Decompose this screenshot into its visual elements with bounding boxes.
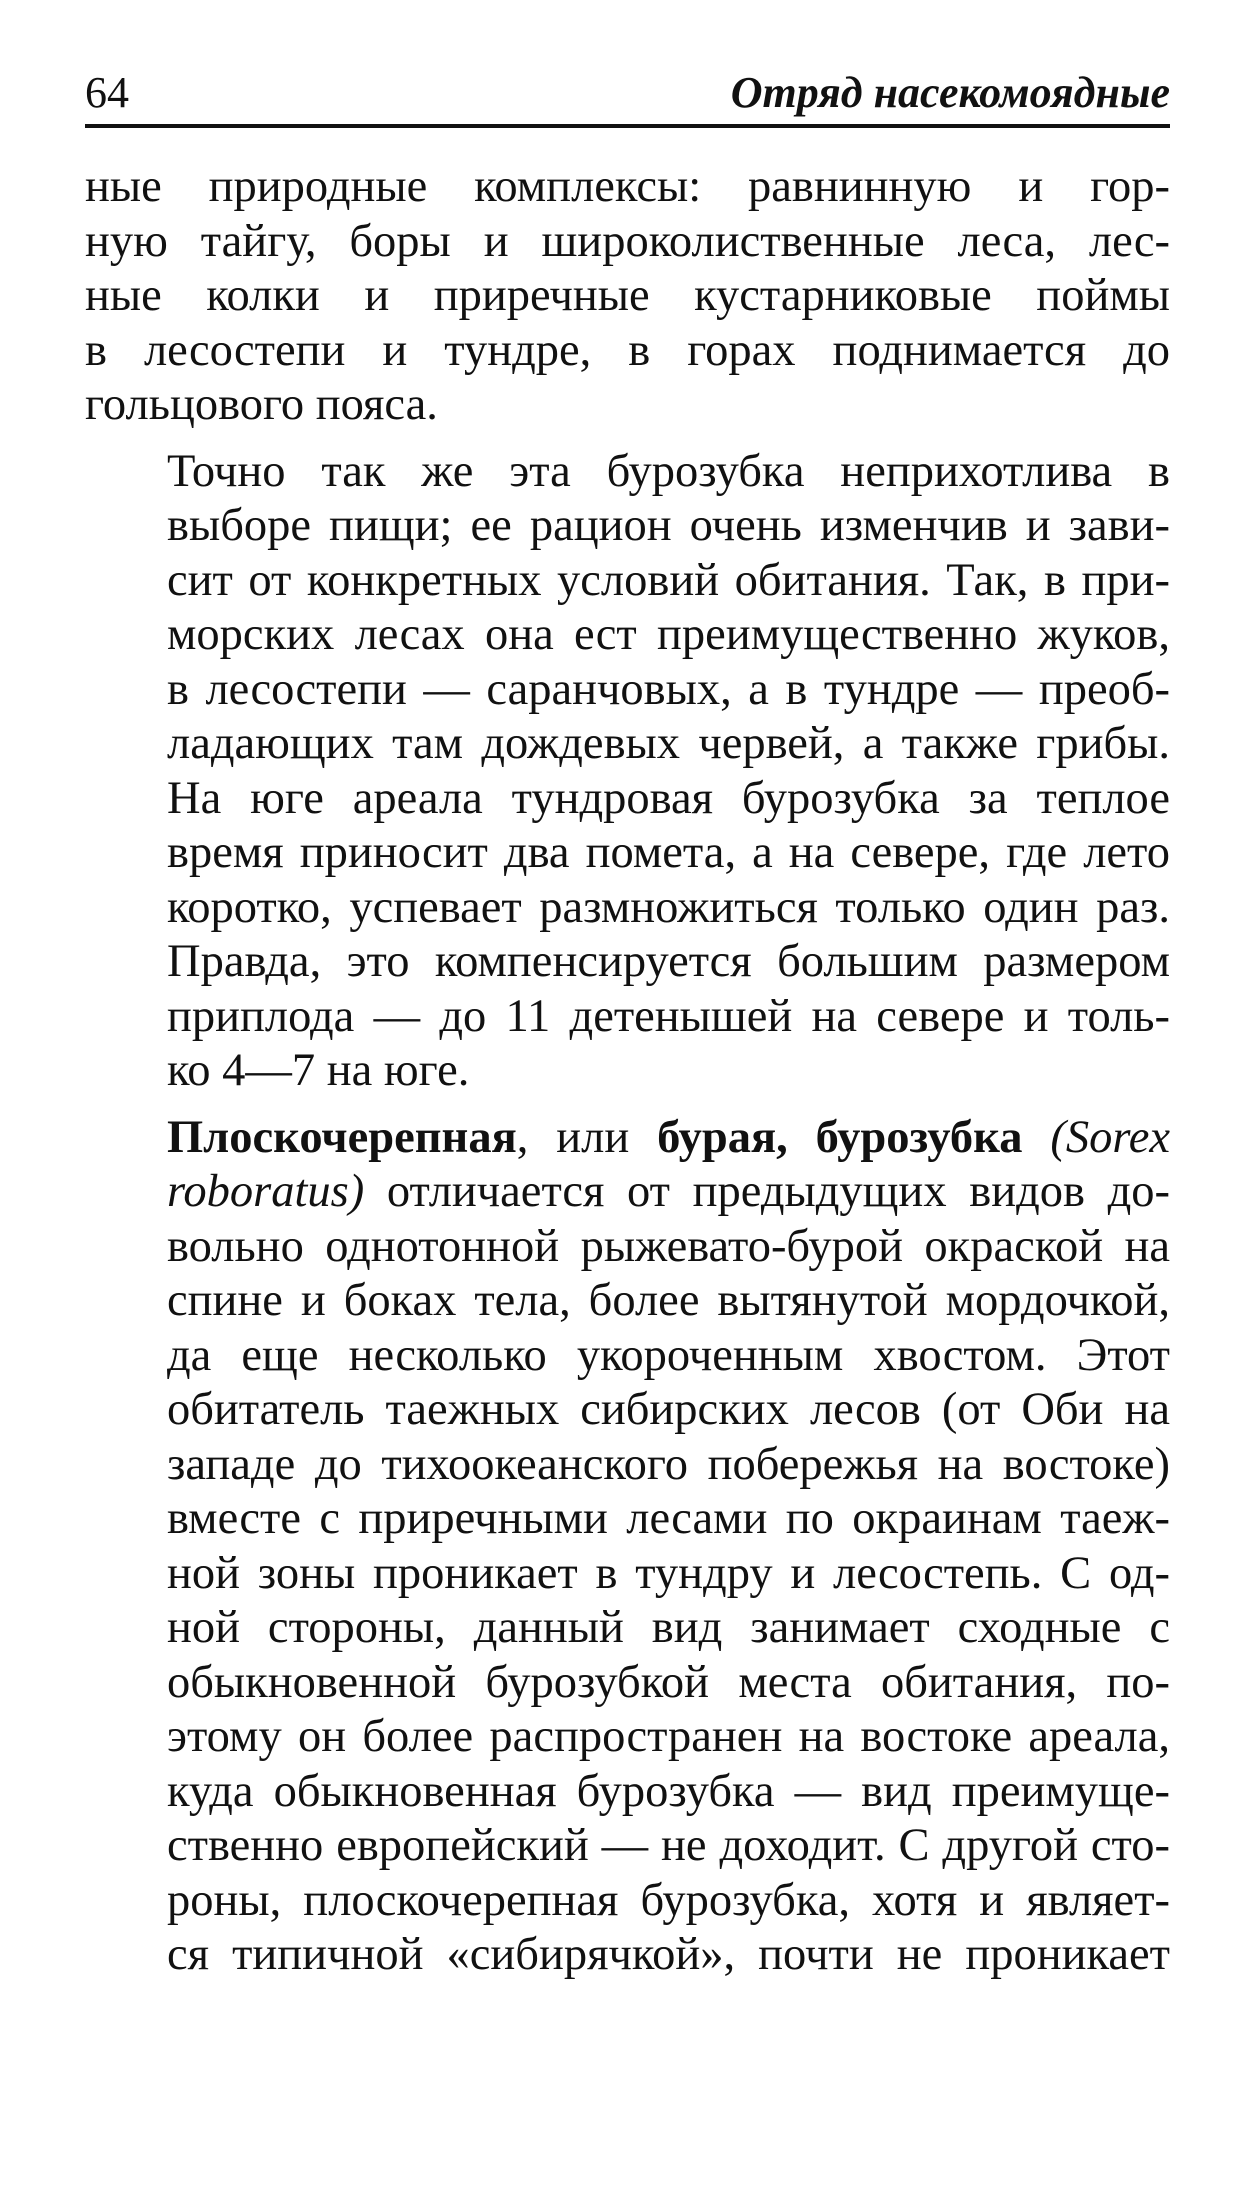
page-header: [85, 60, 1170, 130]
text-line: выборе пищи; ее рацион очень изменчив и зави-: [167, 500, 1170, 551]
header-rule: [85, 124, 1170, 128]
text-line: roboratus) отличается от предыдущих видов до-: [167, 1166, 1170, 1217]
text-line: обыкновенной бурозубкой места обитания, по-: [167, 1656, 1170, 1708]
text-line: обитатель таежных сибирских лесов (от Оби на: [167, 1384, 1170, 1435]
text-line: ственно европейский — не доходит. С другой сто-: [167, 1820, 1170, 1871]
text-line: роны, плоскочерепная бурозубка, хотя и являет-: [167, 1874, 1170, 1926]
text-line: гольцового пояса.: [85, 379, 438, 430]
text-line: На юге ареала тундровая бурозубка за теплое: [167, 772, 1170, 824]
text-line: да еще несколько укороченным хвостом. Этот: [167, 1329, 1170, 1381]
text-line: этому он более распространен на востоке ареала,: [167, 1711, 1170, 1762]
species-alt-name-bold: бурая, бурозубка: [657, 1111, 1023, 1163]
text-line: западе до тихоокеанского побережья на востоке): [167, 1438, 1170, 1490]
text-line: ладающих там дождевых червей, а также грибы.: [167, 718, 1170, 769]
paragraph-3: [85, 1111, 1170, 1983]
text-line: ся типичной «сибирячкой», почти не проникает: [167, 1929, 1170, 1980]
text-line: ной стороны, данный вид занимает сходные с: [167, 1602, 1170, 1653]
text-line: Плоскочерепная, или бурая, бурозубка (Sorex: [167, 1111, 1170, 1163]
text-line: сит от конкретных условий обитания. Так, в при-: [167, 554, 1170, 606]
text-line: куда обыкновенная бурозубка — вид преимуще-: [167, 1765, 1170, 1817]
text-line: в лесостепи и тундре, в горах поднимается до: [85, 324, 1170, 376]
text-line: ную тайгу, боры и широколиственные леса, лес-: [85, 215, 1170, 267]
text-line: морских лесах она ест преимущественно жуков,: [167, 609, 1170, 660]
text-line: приплода — до 11 детенышей на севере и толь-: [167, 990, 1170, 1042]
text-line: вольно однотонной рыжевато-бурой окраской на: [167, 1220, 1170, 1272]
text-line: время приносит два помета, а на севере, где лето: [167, 827, 1170, 878]
text-line: в лесостепи — саранчовых, а в тундре — преоб-: [167, 663, 1170, 715]
text-line: ные природные комплексы: равнинную и гор-: [85, 161, 1170, 212]
species-name-bold: Плоскочерепная: [167, 1111, 517, 1163]
text-line: Правда, это компенсируется большим размером: [167, 936, 1170, 987]
text-line: ной зоны проникает в тундру и лесостепь. С од-: [167, 1547, 1170, 1599]
text-line: коротко, успевает размножиться только один раз.: [167, 881, 1170, 933]
text-line: вместе с приречными лесами по окраинам таеж-: [167, 1493, 1170, 1544]
text-line: спине и боках тела, более вытянутой мордочкой,: [167, 1275, 1170, 1326]
paragraph-1: [85, 160, 1170, 433]
text-line: ные колки и приречные кустарниковые поймы: [85, 270, 1170, 321]
text-line: Точно так же эта бурозубка неприхотлива в: [167, 445, 1170, 497]
latin-name-italic: roboratus): [167, 1166, 365, 1217]
page-number: 64: [85, 68, 129, 117]
paragraph-2: [85, 445, 1170, 1099]
body-text: [85, 160, 1170, 1995]
latin-name-italic: (Sorex: [1050, 1111, 1170, 1163]
text-line: ко 4—7 на юге.: [167, 1045, 470, 1096]
running-title: Отряд насекомоядные: [730, 68, 1170, 117]
